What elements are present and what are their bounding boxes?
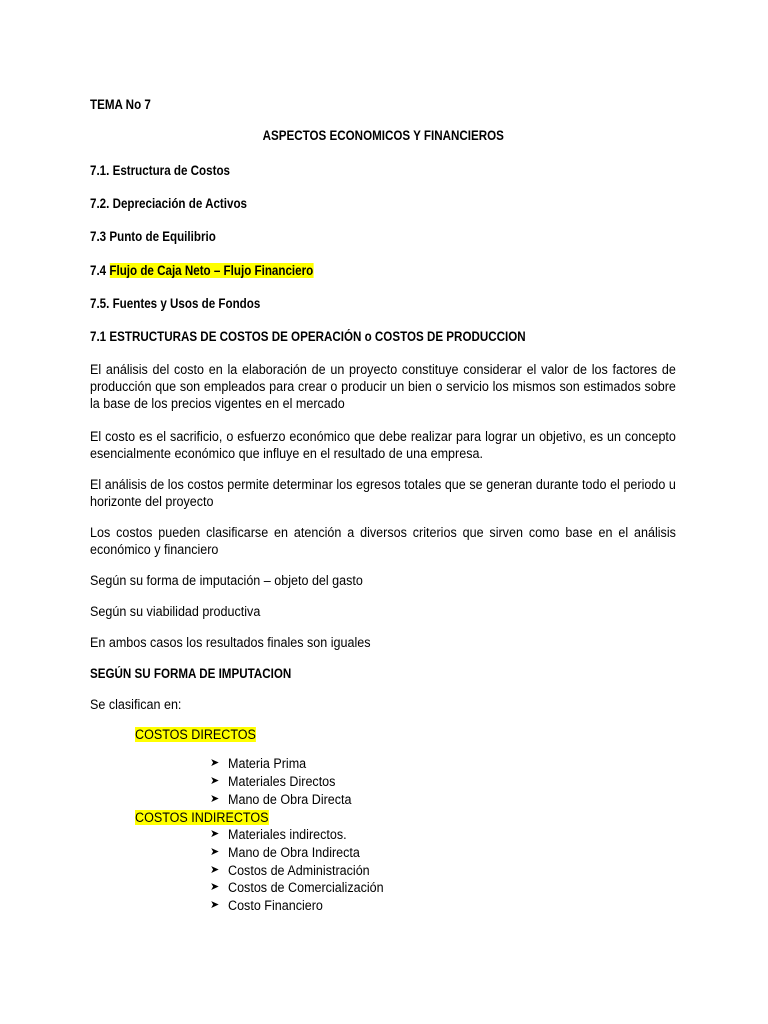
paragraph-5: Según su forma de imputación – objeto del gasto bbox=[90, 573, 363, 588]
paragraph-3 bbox=[90, 476, 676, 510]
toc-item-7-2: 7.2. Depreciación de Activos bbox=[90, 196, 248, 211]
costos-indirectos-label-text: COSTOS INDIRECTOS bbox=[135, 810, 269, 825]
list-item-text: Mano de Obra Indirecta bbox=[228, 844, 360, 860]
toc-item-7-1: 7.1. Estructura de Costos bbox=[90, 163, 231, 178]
list-item-text: Materiales indirectos. bbox=[228, 827, 347, 842]
list-item-text: Costos de Comercialización bbox=[228, 880, 384, 896]
list-item bbox=[210, 879, 395, 897]
section-heading: 7.1 ESTRUCTURAS DE COSTOS DE OPERACIÓN o COSTOS DE PRODUCCION bbox=[90, 329, 526, 344]
costos-directos-label-text: COSTOS DIRECTOS bbox=[135, 727, 256, 742]
document-title bbox=[90, 128, 676, 144]
list-item-text: Materiales Directos bbox=[228, 773, 336, 789]
toc-item-7-4-prefix: 7.4 bbox=[90, 263, 110, 278]
arrowhead-icon: ➤ bbox=[210, 881, 220, 894]
toc-item-7-4 bbox=[90, 263, 313, 279]
subheading: SEGÚN SU FORMA DE IMPUTACION bbox=[90, 666, 292, 681]
toc-item-7-5: 7.5. Fuentes y Usos de Fondos bbox=[90, 296, 261, 311]
paragraph-7: En ambos casos los resultados finales son iguales bbox=[90, 635, 371, 650]
list-item-text: Materia Prima bbox=[228, 756, 307, 771]
costos-indirectos-list bbox=[210, 826, 395, 915]
arrowhead-icon: ➤ bbox=[210, 792, 220, 805]
paragraph-4 bbox=[90, 524, 676, 558]
list-item bbox=[210, 844, 395, 862]
arrowhead-icon: ➤ bbox=[210, 863, 220, 876]
document-title-text: ASPECTOS ECONOMICOS Y FINANCIEROS bbox=[262, 128, 504, 143]
costos-directos-list bbox=[210, 755, 361, 808]
paragraph-2 bbox=[90, 428, 676, 462]
list-item bbox=[210, 897, 395, 915]
list-item bbox=[210, 755, 361, 773]
paragraph-3-text: El análisis de los costos permite determinar los egresos totales que se generan durante todo el periodo u horizonte del proyecto bbox=[90, 477, 676, 509]
arrowhead-icon: ➤ bbox=[210, 774, 220, 787]
list-item-text: Costos de Administración bbox=[228, 862, 370, 878]
list-item bbox=[210, 773, 361, 791]
paragraph-2-text: El costo es el sacrificio, o esfuerzo económico que debe realizar para lograr un objetivo, es un concepto esencialmente económico que influye en el resultado de una empresa. bbox=[90, 429, 676, 461]
paragraph-1-text: El análisis del costo en la elaboración de un proyecto constituye considerar el valor de los factores de producción que son empleados para crear o producir un bien o servicio los mismos son estimados sobre la base de los precios vigentes en el mercado bbox=[90, 362, 676, 411]
costos-directos-label bbox=[135, 727, 256, 743]
paragraph-6: Según su viabilidad productiva bbox=[90, 604, 261, 619]
arrowhead-icon: ➤ bbox=[210, 899, 220, 912]
list-item-text: Mano de Obra Directa bbox=[228, 791, 352, 807]
arrowhead-icon: ➤ bbox=[210, 757, 220, 769]
arrowhead-icon: ➤ bbox=[210, 845, 220, 858]
arrowhead-icon: ➤ bbox=[210, 828, 220, 840]
intro-text: Se clasifican en: bbox=[90, 697, 182, 712]
toc-item-7-4-highlighted: Flujo de Caja Neto – Flujo Financiero bbox=[109, 263, 314, 278]
paragraph-4-text: Los costos pueden clasificarse en atención a diversos criterios que sirven como base en el análisis económico y financiero bbox=[90, 525, 676, 557]
tema-label: TEMA No 7 bbox=[90, 97, 151, 112]
list-item bbox=[210, 826, 395, 844]
list-item bbox=[210, 791, 361, 809]
paragraph-1 bbox=[90, 361, 676, 412]
list-item bbox=[210, 862, 395, 880]
costos-indirectos-label bbox=[135, 810, 268, 826]
toc-item-7-3: 7.3 Punto de Equilibrio bbox=[90, 229, 216, 244]
list-item-text: Costo Financiero bbox=[228, 898, 323, 914]
